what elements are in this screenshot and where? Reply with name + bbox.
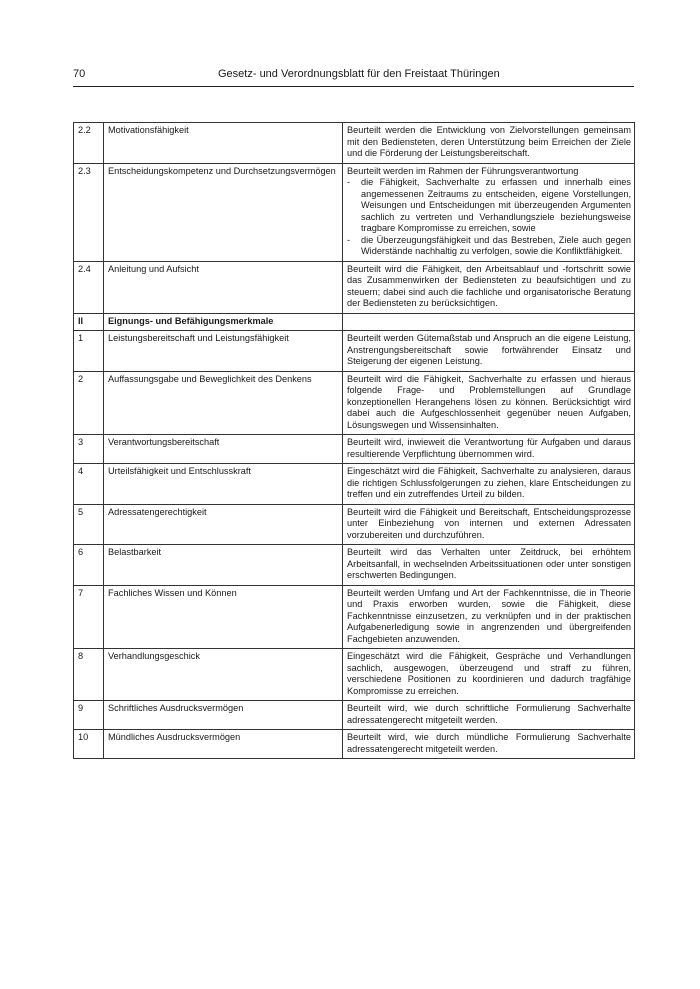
criterion-description: Beurteilt wird die Fähigkeit, Sachverhalte zu erfassen und hieraus folgende Frage- und Problemstellungen auf Grundlage konzeptionellen Herangehens lösen zu können. Berücksichtigt wird dabei auch die Aufgeschlossenheit gegenüber neuen Aufgaben, Lösungswegen und Wissensinhalten. (343, 371, 635, 435)
section-title: Eignungs- und Befähigungsmerkmale (104, 313, 343, 331)
description-list (347, 177, 631, 258)
criterion-description: Beurteilt wird, wie durch mündliche Formulierung Sachverhalte adressatengerecht mitgeteilt werden. (343, 730, 635, 759)
criterion-name: Mündliches Ausdrucksvermögen (104, 730, 343, 759)
table-row (74, 585, 635, 649)
row-number: 2 (74, 371, 104, 435)
row-number: 8 (74, 649, 104, 701)
criterion-description: Beurteilt wird die Fähigkeit und Bereitschaft, Entscheidungsprozesse unter Einbeziehung von internen und externen Adressaten vorzubereiten und durchzuführen. (343, 504, 635, 545)
criterion-description: Beurteilt werden Gütemaßstab und Anspruch an die eigene Leistung, Anstrengungsbereitschaft sowie fortwährender Einsatz und Steigerung der eigenen Leistung. (343, 331, 635, 372)
criterion-description: Eingeschätzt wird die Fähigkeit, Sachverhalte zu analysieren, daraus die richtigen Schlussfolgerungen zu ziehen, klare Entscheidungen zu treffen und ein zutreffendes Urteil zu bilden. (343, 464, 635, 505)
row-number: 5 (74, 504, 104, 545)
criterion-description: Beurteilt wird, inwieweit die Verantwortung für Aufgaben und daraus resultierende Verpflichtung übernommen wird. (343, 435, 635, 464)
table-row (74, 504, 635, 545)
table-row (74, 701, 635, 730)
description-intro: Beurteilt werden im Rahmen der Führungsverantwortung (347, 165, 579, 176)
table-row (74, 649, 635, 701)
criterion-description: Beurteilt werden Umfang und Art der Fachkenntnisse, die in Theorie und Praxis erworben wurden, sowie die Fähigkeit, diese Fachkenntnisse einzusetzen, zu verknüpfen und in der praktischen Aufgabenerledigung sowie in angrenzenden und übergreifenden Fachgebieten anzuwenden. (343, 585, 635, 649)
table-row (74, 371, 635, 435)
table-row (74, 331, 635, 372)
criterion-name: Urteilsfähigkeit und Entschlusskraft (104, 464, 343, 505)
list-item: - die Fähigkeit, Sachverhalte zu erfassen und innerhalb eines angemessenen Zeitraums zu entscheiden, eigene Vorstellungen, Weisungen und Entscheidungen mit überzeugenden Argumenten sachlich zu vertreten und Verhandlungsziele beziehungsweise tragbare Kompromisse zu erreichen, sowie (347, 177, 631, 235)
table-row (74, 464, 635, 505)
criterion-name: Entscheidungskompetenz und Durchsetzungsvermögen (104, 163, 343, 261)
table-row (74, 163, 635, 261)
row-number: 4 (74, 464, 104, 505)
section-number: II (74, 313, 104, 331)
criterion-description: Beurteilt wird die Fähigkeit, den Arbeitsablauf und -fortschritt sowie das Zusammenwirken der Bediensteten zu beaufsichtigen und zu steuern; dabei sind auch die fachliche und organisatorische Beratung der Bediensteten zu berücksichtigen. (343, 261, 635, 313)
criterion-name: Verhandlungsgeschick (104, 649, 343, 701)
criterion-description: Beurteilt werden die Entwicklung von Zielvorstellungen gemeinsam mit den Bediensteten, deren Unterstützung beim Erreichen der Ziele und die Förderung der Leistungsbereitschaft. (343, 123, 635, 164)
criterion-name: Belastbarkeit (104, 545, 343, 586)
criterion-name: Leistungsbereitschaft und Leistungsfähigkeit (104, 331, 343, 372)
criterion-name: Anleitung und Aufsicht (104, 261, 343, 313)
section-empty-cell (343, 313, 635, 331)
row-number: 1 (74, 331, 104, 372)
table-row (74, 545, 635, 586)
row-number: 3 (74, 435, 104, 464)
criteria-table (73, 122, 635, 759)
row-number: 2.2 (74, 123, 104, 164)
row-number: 2.3 (74, 163, 104, 261)
row-number: 10 (74, 730, 104, 759)
section-heading-row (74, 313, 635, 331)
row-number: 6 (74, 545, 104, 586)
row-number: 2.4 (74, 261, 104, 313)
table-row (74, 123, 635, 164)
criterion-description: Beurteilt wird das Verhalten unter Zeitdruck, bei erhöhtem Arbeitsanfall, in wechselnden Arbeitssituationen oder unter sonstigen erschwerten Bedingungen. (343, 545, 635, 586)
criterion-description: Eingeschätzt wird die Fähigkeit, Gespräche und Verhandlungen sachlich, ausgewogen, überzeugend und straff zu führen, verschiedene Positionen zu koordinieren und dadurch tragfähige Kompromisse zu erreichen. (343, 649, 635, 701)
criterion-name: Schriftliches Ausdrucksvermögen (104, 701, 343, 730)
gazette-title: Gesetz- und Verordnungsblatt für den Freistaat Thüringen (218, 68, 500, 80)
criterion-description (343, 163, 635, 261)
page-number: 70 (73, 68, 86, 80)
list-item: - die Überzeugungsfähigkeit und das Bestreben, Ziele auch gegen Widerstände nachhaltig zu verfolgen, sowie die Konfliktfähigkeit. (347, 235, 631, 258)
table-row (74, 730, 635, 759)
page-header (73, 68, 634, 87)
table-row (74, 261, 635, 313)
criterion-name: Fachliches Wissen und Können (104, 585, 343, 649)
row-number: 9 (74, 701, 104, 730)
criterion-name: Verantwortungsbereitschaft (104, 435, 343, 464)
criterion-description: Beurteilt wird, wie durch schriftliche Formulierung Sachverhalte adressatengerecht mitgeteilt werden. (343, 701, 635, 730)
criterion-name: Motivationsfähigkeit (104, 123, 343, 164)
row-number: 7 (74, 585, 104, 649)
table-row (74, 435, 635, 464)
criterion-name: Auffassungsgabe und Beweglichkeit des Denkens (104, 371, 343, 435)
criterion-name: Adressatengerechtigkeit (104, 504, 343, 545)
